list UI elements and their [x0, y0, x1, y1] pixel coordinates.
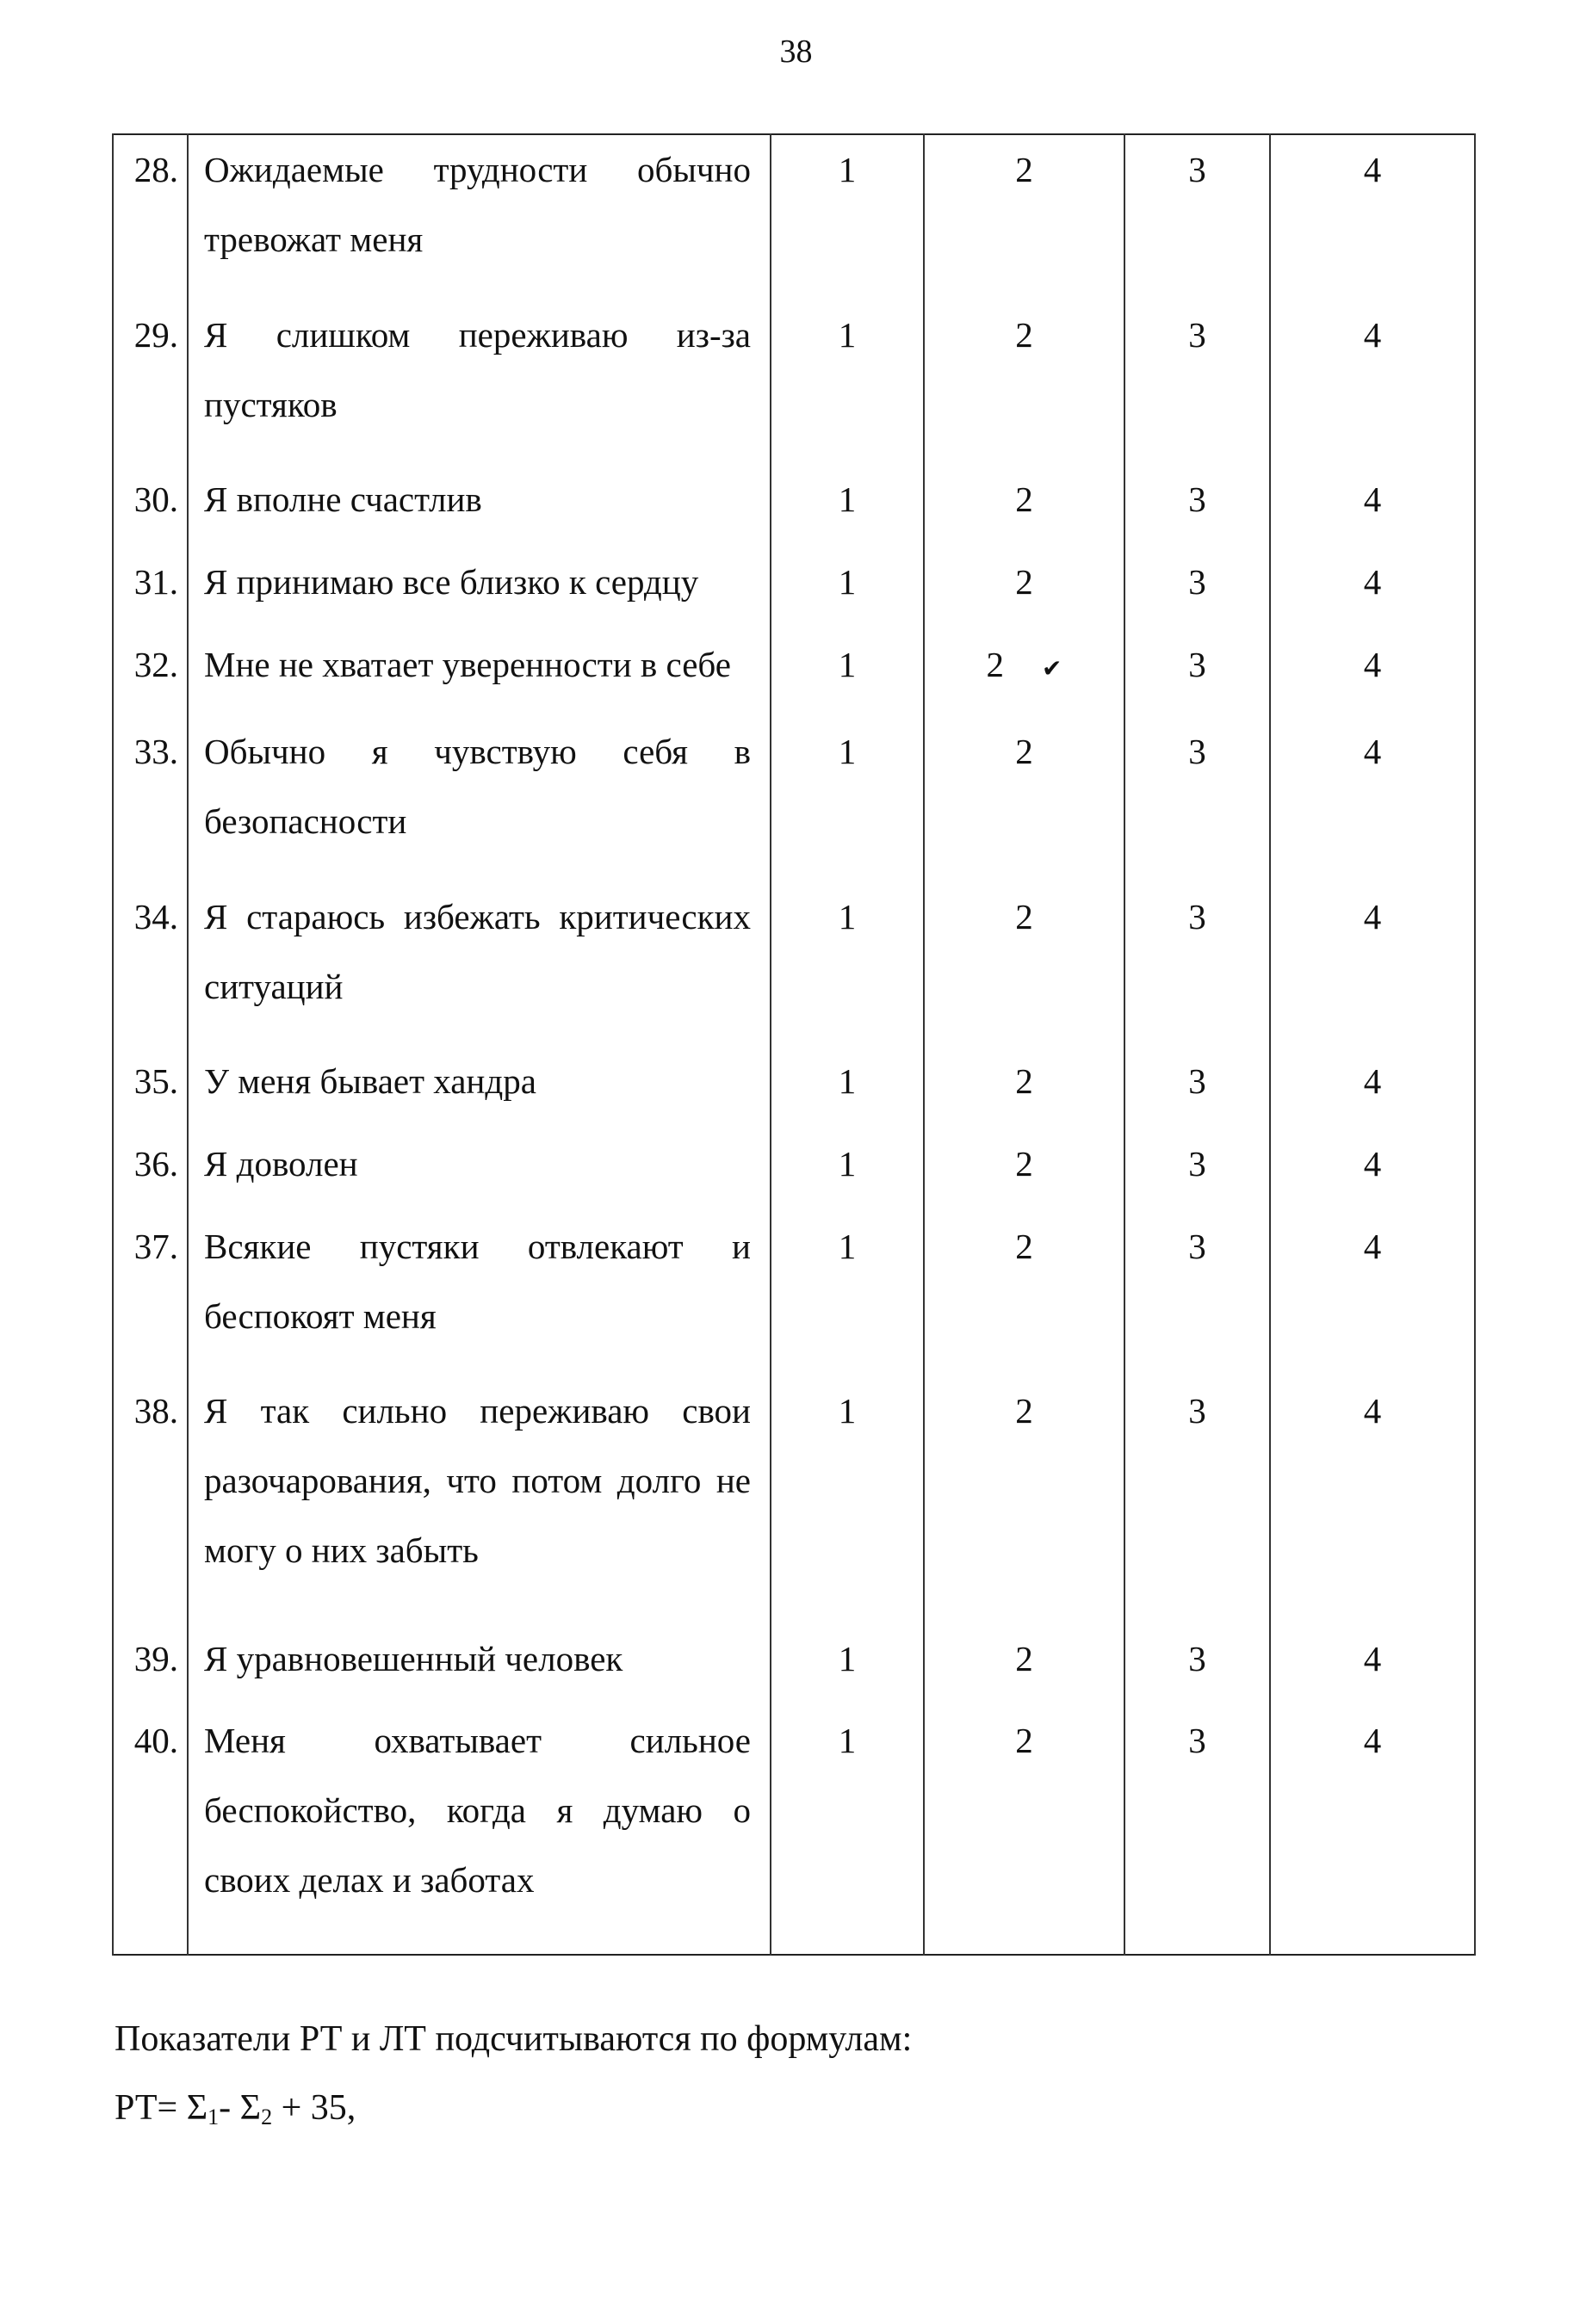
score-option-4 — [1270, 134, 1475, 300]
score-value: 4 — [1363, 561, 1382, 602]
score-option-1 — [771, 1212, 924, 1377]
table-row — [113, 1129, 1475, 1212]
score-value: 1 — [838, 732, 857, 772]
score-option-2 — [924, 717, 1124, 882]
score-option-2 — [924, 1047, 1124, 1129]
score-value: 2 — [1015, 1226, 1033, 1266]
score-option-3 — [1124, 882, 1270, 1048]
empty-cell — [924, 1954, 1124, 1955]
score-value: 3 — [1188, 1061, 1206, 1102]
stray-mark-icon: ✔ — [1042, 655, 1062, 683]
score-value: 4 — [1363, 1721, 1382, 1761]
score-option-1 — [771, 547, 924, 630]
item-number: 29. — [113, 300, 188, 466]
score-value: 2 — [1015, 1391, 1033, 1431]
score-value: 2 — [1015, 732, 1033, 772]
score-option-1 — [771, 1376, 924, 1623]
score-value: 1 — [838, 479, 857, 520]
score-option-4 — [1270, 630, 1475, 718]
table-row — [113, 465, 1475, 547]
item-number: 35. — [113, 1047, 188, 1129]
score-value: 4 — [1363, 732, 1382, 772]
score-option-1 — [771, 630, 924, 718]
item-statement: Я доволен — [188, 1129, 771, 1212]
score-option-2 — [924, 1706, 1124, 1953]
score-value: 1 — [838, 1638, 857, 1678]
score-option-1 — [771, 134, 924, 300]
score-option-1 — [771, 1129, 924, 1212]
score-value: 4 — [1363, 1061, 1382, 1102]
score-option-2 — [924, 1212, 1124, 1377]
score-option-3 — [1124, 630, 1270, 718]
score-value: 4 — [1363, 150, 1382, 189]
score-value: 2 — [1015, 896, 1033, 936]
score-value: 3 — [1188, 479, 1206, 520]
formula-rt — [115, 2087, 356, 2130]
table-row — [113, 717, 1475, 882]
score-option-1 — [771, 1706, 924, 1953]
item-statement: Я уравновешенный человек — [188, 1624, 771, 1707]
item-statement: У меня бывает хандра — [188, 1047, 771, 1129]
score-value: 3 — [1188, 561, 1206, 602]
score-option-2 — [924, 1129, 1124, 1212]
score-value: 3 — [1188, 1721, 1206, 1761]
table-filler-row — [113, 1954, 1475, 1955]
score-option-3 — [1124, 1624, 1270, 1707]
item-number: 40. — [113, 1706, 188, 1953]
score-value: 2 — [1015, 1638, 1033, 1678]
item-number: 38. — [113, 1376, 188, 1623]
item-statement: Обычно я чувствую себя в безопасности — [188, 717, 771, 882]
item-statement: Ожидаемые трудности обычно тревожат меня — [188, 134, 771, 300]
score-option-4 — [1270, 1129, 1475, 1212]
score-value: 3 — [1188, 732, 1206, 772]
score-value: 2 — [1015, 1061, 1033, 1102]
score-value: 4 — [1363, 644, 1382, 684]
score-value: 4 — [1363, 1226, 1382, 1266]
page-number: 38 — [779, 34, 813, 70]
score-option-2 — [924, 1624, 1124, 1707]
score-option-4 — [1270, 1212, 1475, 1377]
item-statement: Я так сильно переживаю свои разочарования, что потом долго не могу о них забыть — [188, 1376, 771, 1623]
score-option-4 — [1270, 300, 1475, 466]
score-value: 4 — [1363, 314, 1382, 355]
formula-suffix: + 35, — [272, 2088, 356, 2128]
score-value: 2 — [1015, 1721, 1033, 1761]
item-statement: Всякие пустяки отвлекают и беспокоят меня — [188, 1212, 771, 1377]
score-option-4 — [1270, 547, 1475, 630]
score-option-1 — [771, 465, 924, 547]
empty-cell — [1124, 1954, 1270, 1955]
score-value: 2 — [1015, 479, 1033, 520]
questionnaire-body — [113, 134, 1475, 1955]
table-row — [113, 1376, 1475, 1623]
item-statement: Я стараюсь избежать критических ситуаций — [188, 882, 771, 1048]
questionnaire-table-container — [112, 133, 1474, 1956]
score-option-4 — [1270, 882, 1475, 1048]
score-option-3 — [1124, 1047, 1270, 1129]
score-value: 3 — [1188, 1638, 1206, 1678]
score-value: 1 — [838, 1721, 857, 1761]
score-option-2 — [924, 465, 1124, 547]
item-statement: Мне не хватает уверенности в себе — [188, 630, 771, 718]
score-value: 3 — [1188, 1144, 1206, 1184]
score-option-2 — [924, 882, 1124, 1048]
table-row — [113, 630, 1475, 718]
table-row — [113, 134, 1475, 300]
score-value: 2 — [1015, 561, 1033, 602]
score-value: 1 — [838, 644, 857, 684]
score-option-2 — [924, 1376, 1124, 1623]
score-value: 1 — [838, 1226, 857, 1266]
score-value: 1 — [838, 1061, 857, 1102]
item-number: 32. — [113, 630, 188, 718]
score-option-4 — [1270, 1706, 1475, 1953]
score-value: 2 — [1015, 1144, 1033, 1184]
score-value: 4 — [1363, 1638, 1382, 1678]
score-option-1 — [771, 1047, 924, 1129]
score-value: 3 — [1188, 150, 1206, 189]
table-row — [113, 300, 1475, 466]
score-option-3 — [1124, 1212, 1270, 1377]
formula-sub-1: 1 — [208, 2105, 220, 2129]
score-option-4 — [1270, 1624, 1475, 1707]
empty-cell — [113, 1954, 188, 1955]
score-option-3 — [1124, 465, 1270, 547]
score-option-4 — [1270, 465, 1475, 547]
item-number: 31. — [113, 547, 188, 630]
score-value: 3 — [1188, 1391, 1206, 1431]
score-value: 3 — [1188, 314, 1206, 355]
score-value: 2 — [1015, 314, 1033, 355]
score-value: 4 — [1363, 896, 1382, 936]
item-number: 39. — [113, 1624, 188, 1707]
score-option-1 — [771, 300, 924, 466]
item-number: 36. — [113, 1129, 188, 1212]
score-value: 4 — [1363, 1391, 1382, 1431]
formula-intro: Показатели РТ и ЛТ подсчитываются по формулам: — [115, 2019, 913, 2059]
questionnaire-table — [112, 133, 1476, 1956]
item-statement: Я вполне счастлив — [188, 465, 771, 547]
score-value: 1 — [838, 150, 857, 189]
score-value: 1 — [838, 561, 857, 602]
score-option-3 — [1124, 547, 1270, 630]
item-statement: Я слишком переживаю из-за пустяков — [188, 300, 771, 466]
score-option-1 — [771, 882, 924, 1048]
table-row — [113, 1212, 1475, 1377]
formula-sub-2: 2 — [261, 2105, 273, 2129]
item-statement: Меня охватывает сильное беспокойство, когда я думаю о своих делах и заботах — [188, 1706, 771, 1953]
score-option-3 — [1124, 300, 1270, 466]
score-value: 3 — [1188, 644, 1206, 684]
empty-cell — [1270, 1954, 1475, 1955]
score-option-4 — [1270, 1376, 1475, 1623]
table-row — [113, 1624, 1475, 1707]
empty-cell — [188, 1954, 771, 1955]
formula-middle: - Σ — [219, 2088, 262, 2128]
table-row — [113, 1706, 1475, 1953]
score-option-2 — [924, 300, 1124, 466]
score-option-2 — [924, 547, 1124, 630]
score-value: 3 — [1188, 896, 1206, 936]
score-option-4 — [1270, 1047, 1475, 1129]
score-option-2 — [924, 630, 1124, 718]
score-option-1 — [771, 1624, 924, 1707]
score-value: 1 — [838, 896, 857, 936]
item-number: 30. — [113, 465, 188, 547]
item-statement: Я принимаю все близко к сердцу — [188, 547, 771, 630]
score-option-1 — [771, 717, 924, 882]
score-value: 4 — [1363, 479, 1382, 520]
table-row — [113, 1047, 1475, 1129]
formula-prefix: РТ= Σ — [115, 2088, 208, 2128]
score-option-3 — [1124, 1376, 1270, 1623]
score-option-3 — [1124, 1706, 1270, 1953]
score-value: 3 — [1188, 1226, 1206, 1266]
item-number: 37. — [113, 1212, 188, 1377]
score-option-3 — [1124, 717, 1270, 882]
score-option-2 — [924, 134, 1124, 300]
item-number: 33. — [113, 717, 188, 882]
item-number: 34. — [113, 882, 188, 1048]
score-option-3 — [1124, 1129, 1270, 1212]
score-value: 2 — [986, 644, 1005, 684]
score-value: 1 — [838, 1391, 857, 1431]
table-row — [113, 547, 1475, 630]
score-value: 4 — [1363, 1144, 1382, 1184]
score-option-3 — [1124, 134, 1270, 300]
empty-cell — [771, 1954, 924, 1955]
score-value: 2 — [1015, 150, 1033, 189]
score-value: 1 — [838, 1144, 857, 1184]
score-value: 1 — [838, 314, 857, 355]
item-number: 28. — [113, 134, 188, 300]
table-row — [113, 882, 1475, 1048]
score-option-4 — [1270, 717, 1475, 882]
